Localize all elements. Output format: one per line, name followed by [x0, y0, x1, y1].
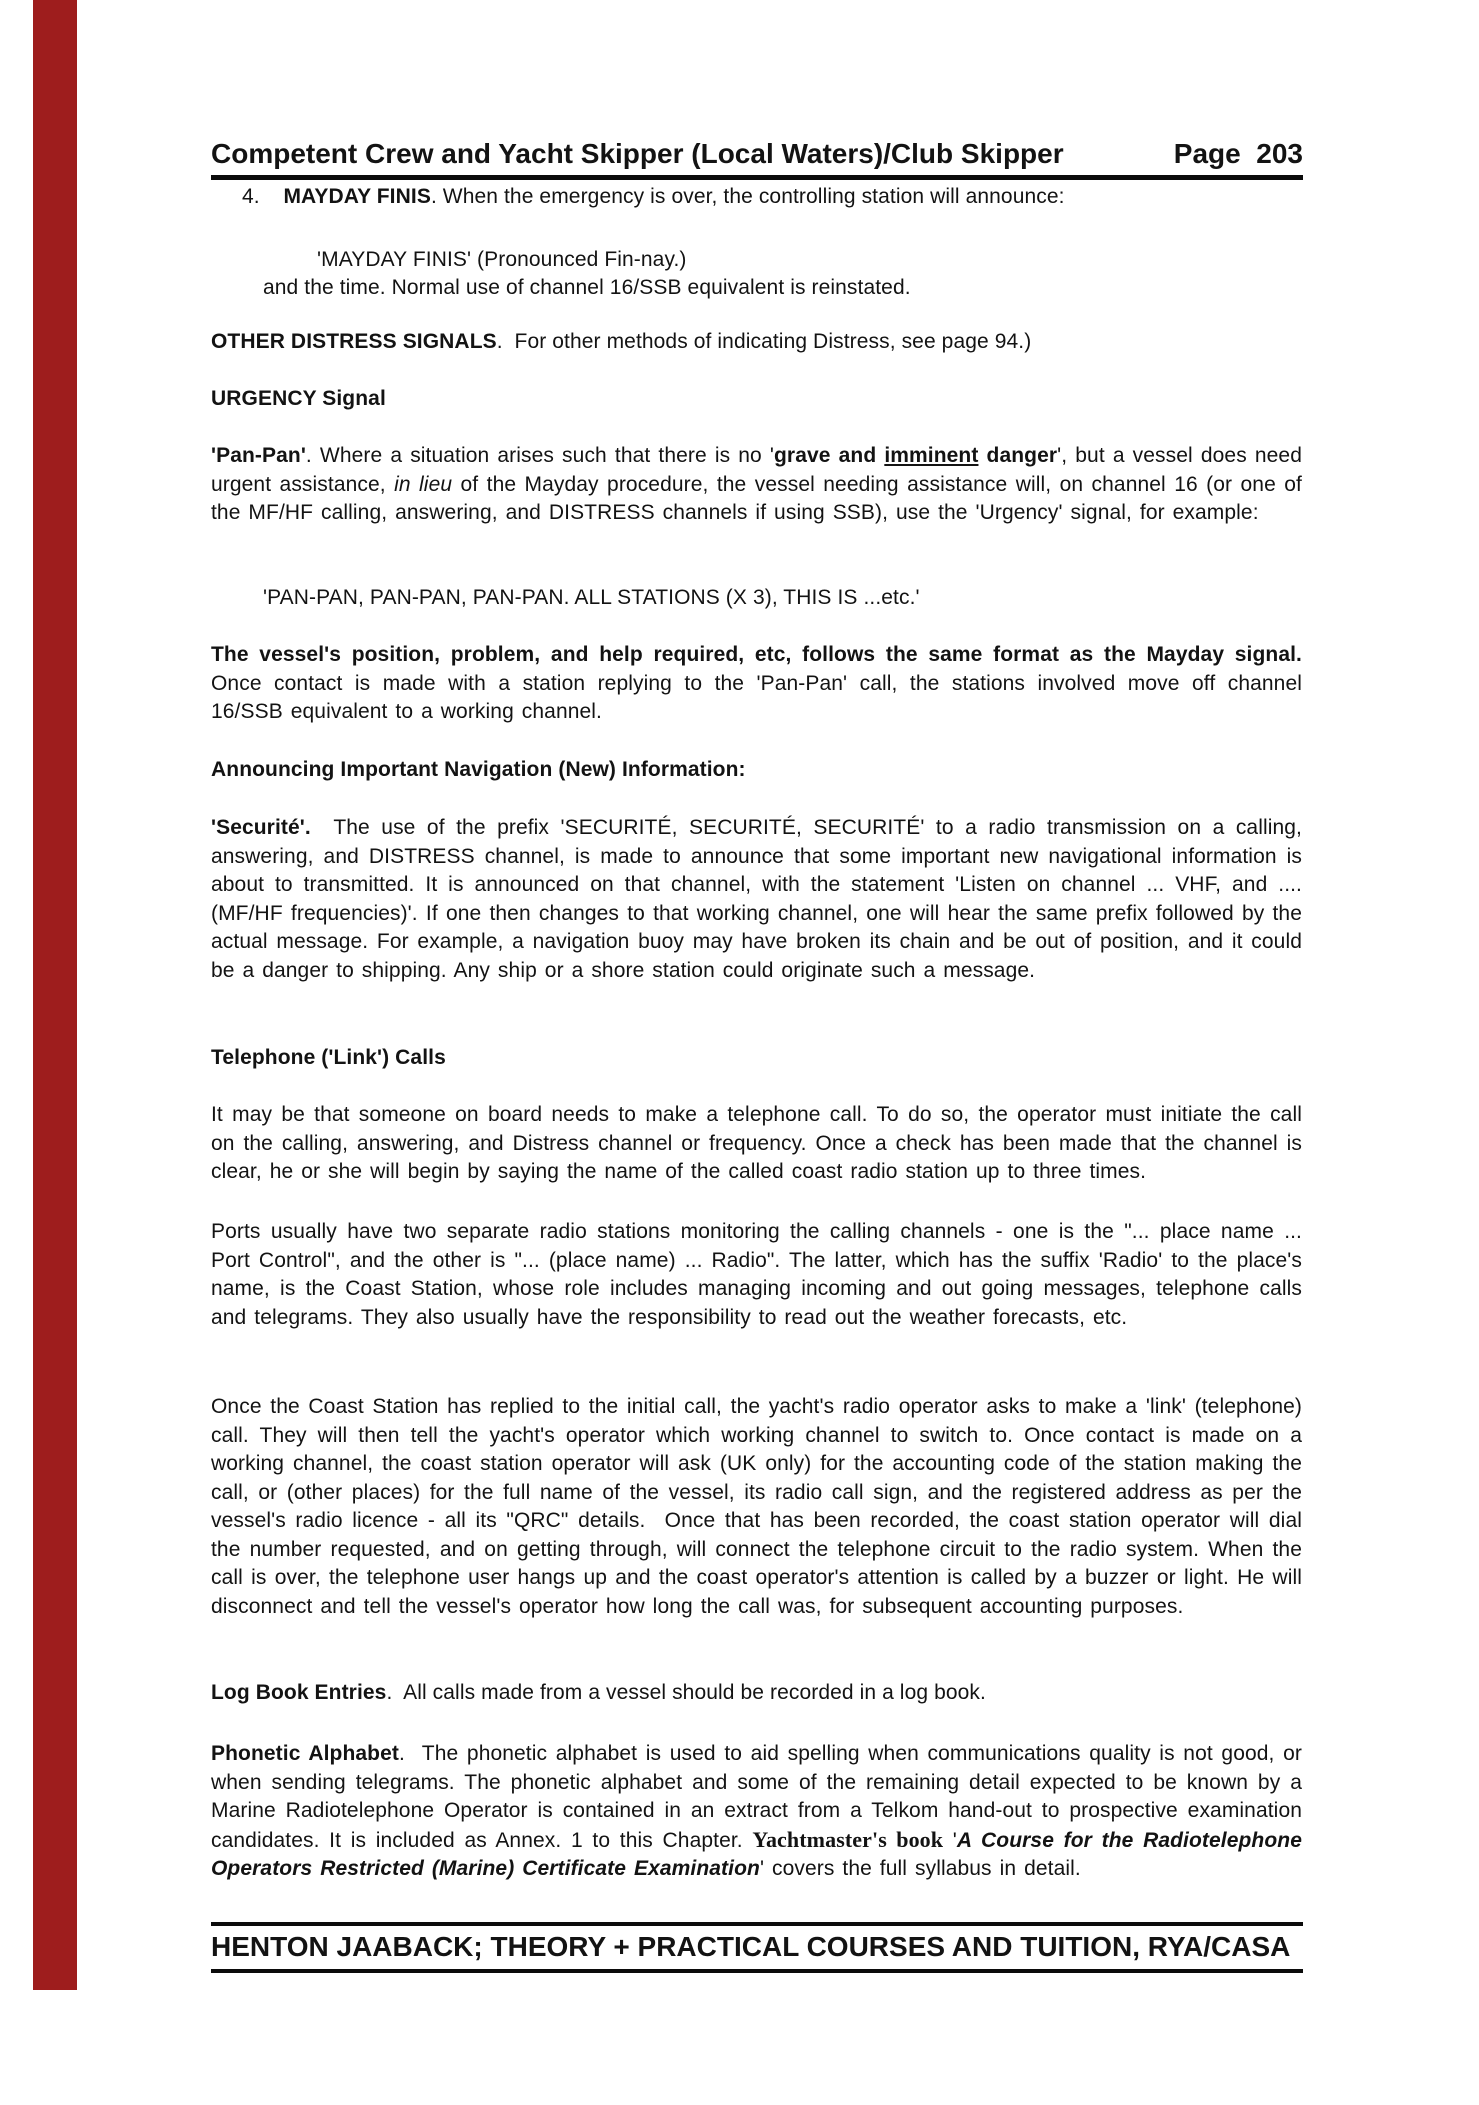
- paragraph-telephone-call: It may be that someone on board needs to make a telephone call. To do so, the operator must initiate the call on the calling, answering, and Distress channel or frequency. Once a check has been made that the channel is clear, he or she will begin by saying the name of the called coast radio station up to three times.: [211, 1103, 1302, 1183]
- paragraph-pan-pan: [211, 442, 1302, 528]
- section-heading-urgency-signal: URGENCY Signal: [211, 387, 386, 410]
- text-segment: imminent: [884, 444, 979, 467]
- page-header: [211, 138, 1303, 180]
- footer-top-rule: [211, 1922, 1303, 1926]
- footer-banner: HENTON JAABACK; THEORY + PRACTICAL COURSES AND TUITION, RYA/CASA: [211, 1931, 1291, 1962]
- text-segment: . For other methods of indicating Distress, see page 94.): [496, 330, 1032, 353]
- text-segment: The use of the prefix 'SECURITÉ, SECURITÉ, SECURITÉ' to a radio transmission on a calling, answering, and DISTRESS channel, is made to announce that some important new navigational information is about to transmitted. It is announced on that channel, with the statement 'Listen on channel ... VHF, and .... (MF/HF frequencies)'. If one then changes to that working channel, one will hear the same prefix followed by the actual message. For example, a navigation buoy may have broken its chain and be out of position, and it could be a danger to shipping. Any ship or a shore station could originate such a message.: [211, 816, 1302, 982]
- section-heading-telephone-link-calls: Telephone ('Link') Calls: [211, 1046, 446, 1069]
- text-segment: . When the emergency is over, the controlling station will announce:: [430, 185, 1065, 208]
- text-segment: OTHER DISTRESS SIGNALS: [211, 330, 497, 353]
- text-segment: Once contact is made with a station replying to the 'Pan-Pan' call, the stations involved move off channel 16/SSB equivalent to a working channel.: [211, 671, 1302, 723]
- paragraph-phonetic-alphabet: [211, 1740, 1302, 1884]
- text-segment: danger: [978, 444, 1058, 467]
- paragraph-ports-radio-stations: Ports usually have two separate radio stations monitoring the calling channels - one is the "... place name ... Port Control", and the other is "... (place name) ... Radio". The latter, which has the suffix 'Radio' to the place's name, is the Coast Station, whose role includes managing incoming and out going messages, telephone calls and telegrams. They also usually have the responsibility to read out the weather forecasts, etc.: [211, 1220, 1302, 1329]
- text-segment: 'Pan-Pan': [211, 444, 306, 467]
- text-segment: 4.: [242, 185, 284, 208]
- page-number: Page 203: [1173, 138, 1303, 169]
- mayday-finis-continuation: and the time. Normal use of channel 16/SSB equivalent is reinstated.: [263, 276, 911, 299]
- text-segment: of the Mayday procedure, the vessel needing assistance will, on channel 16 (or one of the MF/HF calling, answering, and DISTRESS channels if using SSB), use the 'Urgency' signal, for example:: [211, 472, 1302, 524]
- text-segment: . Where a situation arises such that there is no ': [305, 444, 774, 467]
- list-item-mayday-finis: [242, 183, 1065, 212]
- left-red-margin-bar: [33, 0, 77, 1990]
- paragraph-vessel-position: [211, 641, 1302, 727]
- text-segment: A Course for the Radiotelephone Operators Restricted (Marine) Certificate Examination: [211, 1828, 1302, 1880]
- text-segment: . All calls made from a vessel should be recorded in a log book.: [386, 1681, 986, 1704]
- text-segment: Log Book Entries: [211, 1681, 387, 1704]
- paragraph-securite: [211, 814, 1302, 985]
- text-segment: ' covers the full syllabus in detail.: [759, 1857, 1081, 1880]
- text-segment: grave and: [774, 444, 885, 467]
- text-segment: ', but a vessel does need urgent assistance,: [211, 444, 1302, 496]
- pan-pan-quote: 'PAN-PAN, PAN-PAN, PAN-PAN. ALL STATIONS (X 3), THIS IS ...etc.': [263, 586, 920, 609]
- other-distress-signals-line: [211, 328, 1031, 357]
- text-segment: Phonetic Alphabet: [211, 1742, 399, 1765]
- mayday-finis-quote: 'MAYDAY FINIS' (Pronounced Fin-nay.): [317, 248, 687, 271]
- text-segment: in lieu: [394, 472, 453, 496]
- text-segment: The vessel's position, problem, and help required, etc, follows the same format as the Mayday signal.: [211, 643, 1302, 666]
- text-segment: Yachtmaster's book: [752, 1826, 944, 1852]
- text-segment: MAYDAY FINIS: [283, 185, 431, 208]
- paragraph-coast-station-link-call: Once the Coast Station has replied to the initial call, the yacht's radio operator asks to make a 'link' (telephone) call. They will then tell the yacht's operator which working channel to switch to. Once contact is made on a working channel, the coast station operator will ask (UK only) for the accounting code of the station making the call, or (other places) for the full name of the vessel, its radio call sign, and the registered address as per the vessel's radio licence - all its "QRC" details. Once that has been recorded, the coast station operator will dial the number requested, and on getting through, will connect the telephone circuit to the radio system. When the call is over, the telephone user hangs up and the coast operator's attention is called by a buzzer or light. He will disconnect and tell the vessel's operator how long the call was, for subsequent accounting purposes.: [211, 1395, 1302, 1618]
- log-book-entries-line: [211, 1679, 986, 1708]
- footer-bottom-rule: [211, 1969, 1303, 1973]
- text-segment: 'Securité'.: [211, 816, 311, 839]
- section-heading-announcing-navigation: Announcing Important Navigation (New) Information:: [211, 758, 746, 781]
- text-segment: . The phonetic alphabet is used to aid spelling when communications quality is not good, or when sending telegrams. The phonetic alphabet and some of the remaining detail expected to be known by a Marine Radiotelephone Operator is contained in an extract from a Telkom hand-out to prospective examination candidates. It is included as Annex. 1 to this Chapter.: [211, 1742, 1302, 1852]
- text-segment: ': [943, 1828, 957, 1852]
- page-header-title: Competent Crew and Yacht Skipper (Local Waters)/Club Skipper: [211, 138, 1064, 169]
